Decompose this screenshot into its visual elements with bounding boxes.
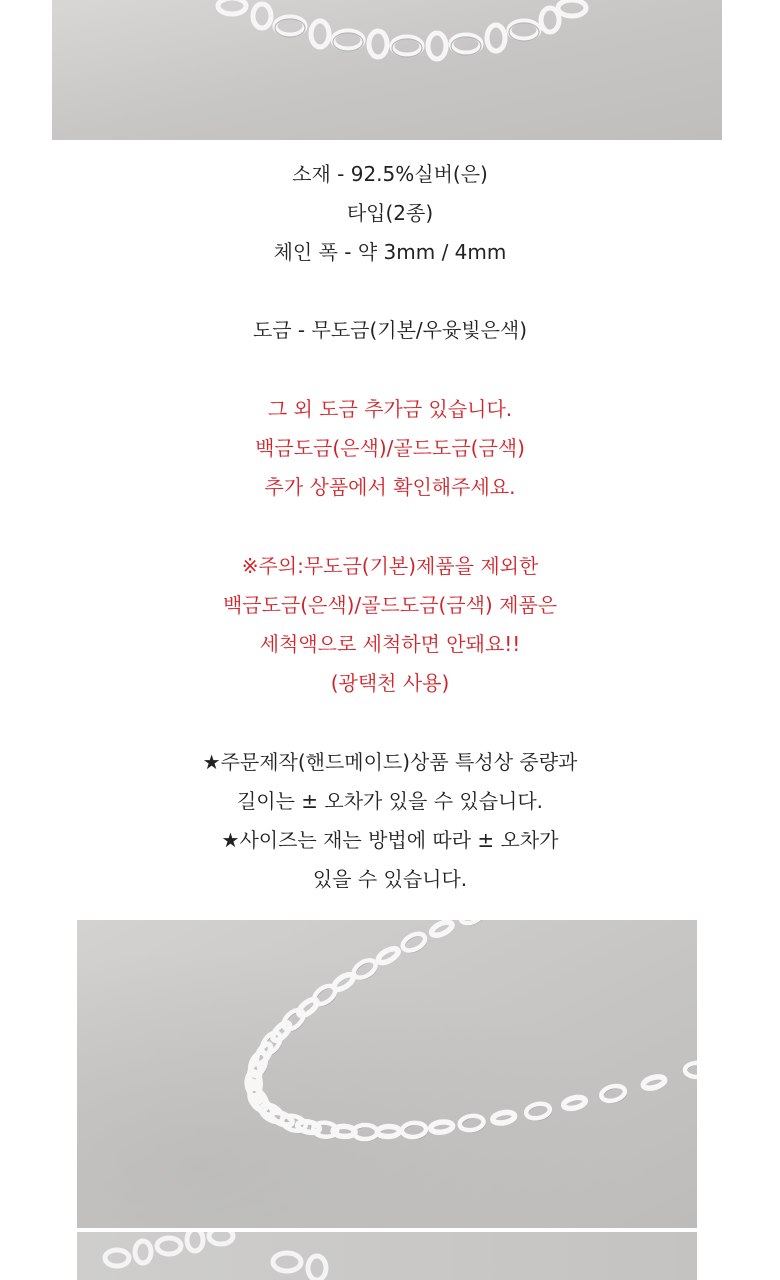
handmade-line-2: 길이는 ± 오차가 있을 수 있습니다. xyxy=(236,789,544,813)
silver-chain-image xyxy=(52,0,722,140)
silver-chain-necklace-image xyxy=(77,920,697,1228)
handmade-line-4: 있을 수 있습니다. xyxy=(312,867,468,891)
caution-line-1: ※주의:무도금(기본)제품을 제외한 xyxy=(241,554,539,578)
caution-line-4: (광택천 사용) xyxy=(330,671,450,695)
handmade-line-1: ★주문제작(핸드메이드)상품 특성상 중량과 xyxy=(202,750,578,774)
plating-notice-line-3: 추가 상품에서 확인해주세요. xyxy=(264,475,516,499)
caution-line-3: 세척액으로 세척하면 안돼요!! xyxy=(259,632,521,656)
product-photo-bottom xyxy=(77,1232,697,1280)
plating-notice-line-1: 그 외 도금 추가금 있습니다. xyxy=(267,397,513,421)
handmade-line-3: ★사이즈는 재는 방법에 따라 ± 오차가 xyxy=(221,828,559,852)
caution-line-2: 백금도금(은색)/골드도금(금색) 제품은 xyxy=(222,593,558,617)
spec-type: 타입(2종) xyxy=(346,201,434,225)
plating-notice-line-2: 백금도금(은색)/골드도금(금색) xyxy=(255,436,525,460)
silver-chain-image-bottom xyxy=(77,1232,697,1280)
product-photo-top xyxy=(52,0,722,140)
product-photo-main xyxy=(77,920,697,1228)
spec-width: 체인 폭 - 약 3mm / 4mm xyxy=(273,240,507,264)
spec-material: 소재 - 92.5%실버(은) xyxy=(292,162,488,186)
spec-plating: 도금 - 무도금(기본/우윳빛은색) xyxy=(252,318,528,342)
